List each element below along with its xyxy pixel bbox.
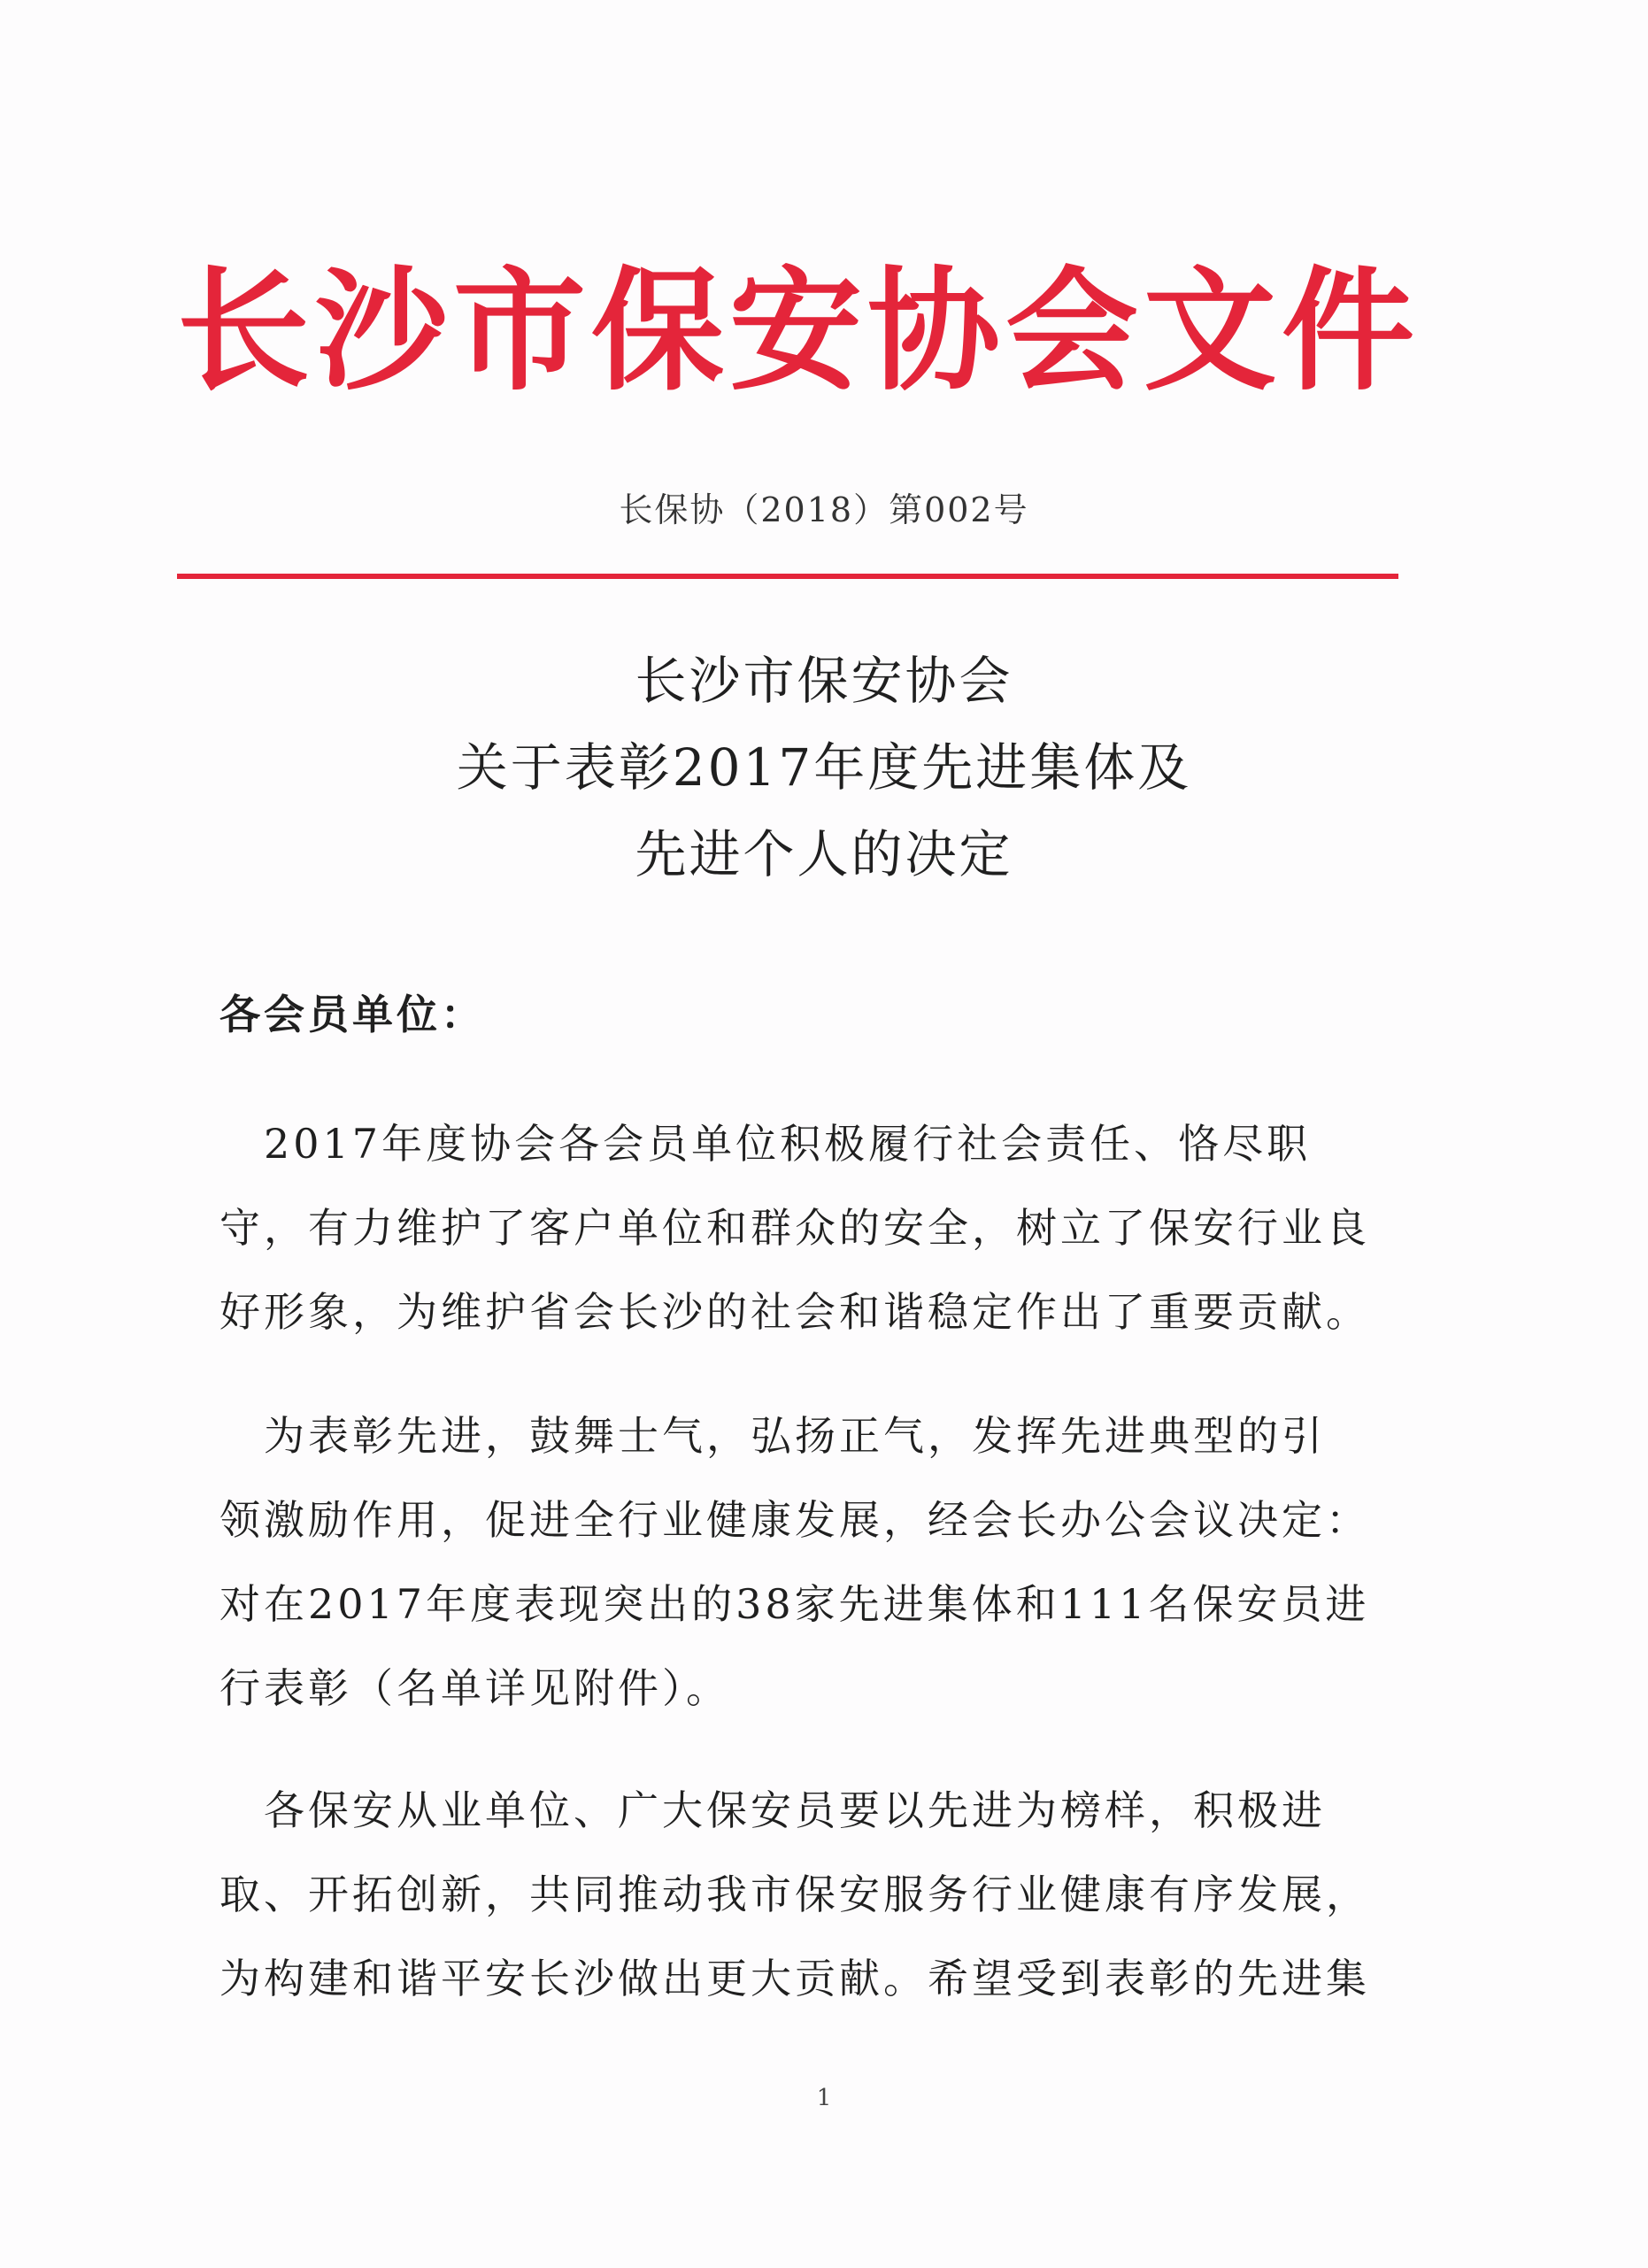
paragraph-line: 各保安从业单位、广大保安员要以先进为榜样，积极进 xyxy=(219,1786,1326,1834)
paragraph-line: 守，有力维护了客户单位和群众的安全，树立了保安行业良 xyxy=(219,1204,1370,1252)
document-header-title: 长沙市保安协会文件 xyxy=(177,255,1421,409)
subject-line: 先进个人的决定 xyxy=(635,824,1013,884)
paragraph-line: 好形象，为维护省会长沙的社会和谐稳定作出了重要贡献。 xyxy=(219,1288,1370,1336)
paragraph xyxy=(219,1394,1370,1731)
paragraph xyxy=(219,1102,1370,1354)
paragraph-line: 为表彰先进，鼓舞士气，弘扬正气，发挥先进典型的引 xyxy=(219,1412,1326,1460)
paragraph-line: 领激励作用，促进全行业健康发展，经会长办公会议决定： xyxy=(219,1496,1370,1544)
paragraph-line: 对在2017年度表现突出的38家先进集体和111名保安员进 xyxy=(219,1580,1370,1628)
document-subject xyxy=(0,637,1648,898)
document-number: 长保协（2018）第002号 xyxy=(619,490,1029,529)
paragraph-line: 取、开拓创新，共同推动我市保安服务行业健康有序发展， xyxy=(219,1871,1370,1918)
paragraph-line: 2017年度协会各会员单位积极履行社会责任、恪尽职 xyxy=(219,1120,1312,1168)
paragraph xyxy=(219,1769,1370,2021)
subject-line: 关于表彰2017年度先进集体及 xyxy=(456,737,1192,798)
salutation: 各会员单位： xyxy=(219,991,485,1038)
page-number: 1 xyxy=(816,2085,832,2111)
red-divider xyxy=(177,574,1398,579)
subject-line: 长沙市保安协会 xyxy=(635,651,1013,711)
paragraph-line: 为构建和谐平安长沙做出更大贡献。希望受到表彰的先进集 xyxy=(219,1955,1370,2002)
paragraph-line: 行表彰（名单详见附件）。 xyxy=(219,1664,730,1712)
